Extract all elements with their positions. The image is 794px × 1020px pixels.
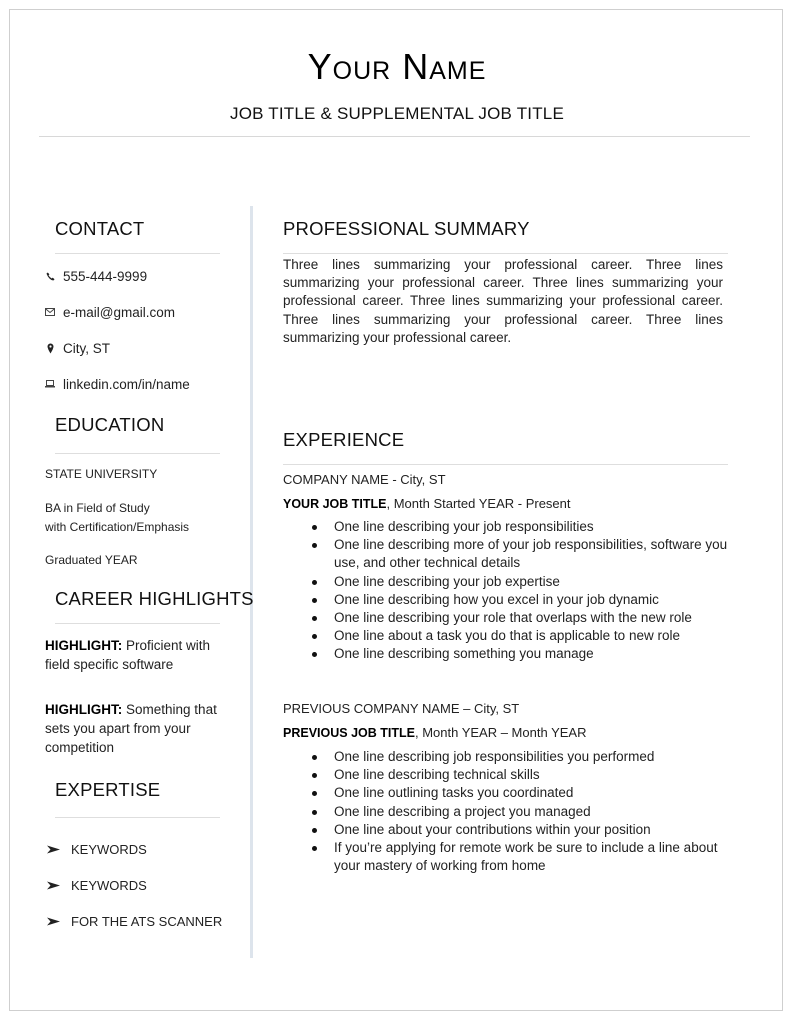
highlight-label: HIGHLIGHT: [45, 638, 123, 653]
list-item: One line about a task you do that is applicable to new role [305, 627, 735, 645]
contact-phone[interactable] [45, 266, 147, 286]
keyword-text: KEYWORDS [71, 878, 147, 893]
expertise-heading: EXPERTISE [55, 779, 161, 800]
job-bullets [305, 518, 735, 664]
list-item: One line describing more of your job responsibilities, software you use, and other technical details [305, 536, 735, 572]
career-highlights-rule [55, 623, 220, 624]
location-text: City, ST [63, 340, 110, 356]
highlight-item [45, 700, 225, 757]
location-pin-icon [45, 342, 55, 354]
keyword-item [47, 842, 147, 857]
highlight-text: Something that sets you apart from your competition [45, 702, 217, 755]
phone-icon [45, 270, 55, 282]
degree-line-2: with Certification/Emphasis [45, 520, 190, 534]
expertise-rule [55, 817, 220, 818]
list-item: One line describing your job responsibilities [305, 518, 735, 536]
list-item: One line describing a project you managed [305, 803, 735, 821]
highlight-text: Proficient with field specific software [45, 638, 211, 672]
contact-linkedin[interactable] [45, 374, 190, 394]
list-item: One line describing your job expertise [305, 573, 735, 591]
company-name: PREVIOUS COMPANY NAME – City, ST [283, 701, 520, 716]
job-role-dates: , Month YEAR – Month YEAR [414, 725, 587, 740]
contact-heading: CONTACT [55, 218, 145, 239]
list-item: One line describing job responsibilities you performed [305, 748, 735, 766]
education-rule [55, 453, 220, 454]
arrow-bullet-icon [47, 917, 61, 926]
job-bullets [305, 748, 735, 875]
arrow-bullet-icon [47, 881, 61, 890]
contact-email[interactable] [45, 302, 175, 322]
job-role-title: PREVIOUS JOB TITLE [283, 726, 415, 740]
job-role-title: YOUR JOB TITLE [283, 497, 387, 511]
laptop-icon [45, 378, 55, 390]
list-item: If you’re applying for remote work be sure to include a line about your mastery of working from home [305, 839, 735, 875]
envelope-icon [45, 306, 55, 318]
phone-text: 555-444-9999 [63, 268, 148, 284]
keyword-text: KEYWORDS [71, 842, 147, 857]
contact-rule [55, 253, 220, 254]
job-role-line [283, 725, 586, 740]
experience-heading: EXPERIENCE [283, 429, 405, 450]
contact-location [45, 338, 110, 358]
list-item: One line describing your role that overlaps with the new role [305, 609, 735, 627]
highlight-item [45, 636, 225, 674]
header-divider [39, 136, 750, 137]
degree-line-1: BA in Field of Study [45, 501, 150, 515]
education-heading: EDUCATION [55, 414, 165, 435]
arrow-bullet-icon [47, 845, 61, 854]
summary-text: Three lines summarizing your professional career. Three lines summarizing your professional career. Three lines summarizing your professional career. Three lines summarizing your professional career. Three lines summarizing your professional career. Three lines summarizing your professional career. [283, 257, 723, 345]
list-item: One line describing something you manage [305, 645, 735, 663]
list-item: One line describing how you excel in your job dynamic [305, 591, 735, 609]
column-divider [250, 206, 253, 958]
list-item: One line about your contributions within your position [305, 821, 735, 839]
linkedin-text: linkedin.com/in/name [63, 376, 190, 392]
summary-rule [283, 253, 728, 254]
experience-rule [283, 464, 728, 465]
graduation-year: Graduated YEAR [45, 553, 138, 567]
school-name: STATE UNIVERSITY [45, 467, 158, 481]
career-highlights-heading: CAREER HIGHLIGHTS [55, 588, 254, 609]
keyword-text: FOR THE ATS SCANNER [71, 914, 223, 929]
email-text: e-mail@gmail.com [63, 304, 175, 320]
highlight-label: HIGHLIGHT: [45, 702, 123, 717]
company-name: COMPANY NAME - City, ST [283, 472, 446, 487]
list-item: One line describing technical skills [305, 766, 735, 784]
job-title-line: JOB TITLE & SUPPLEMENTAL JOB TITLE [230, 104, 564, 123]
job-role-line [283, 496, 571, 511]
candidate-name: Your Name [307, 46, 487, 87]
keyword-item [47, 878, 147, 893]
keyword-item [47, 914, 222, 929]
list-item: One line outlining tasks you coordinated [305, 784, 735, 802]
job-role-dates: , Month Started YEAR - Present [386, 496, 571, 511]
summary-heading: PROFESSIONAL SUMMARY [283, 218, 530, 239]
